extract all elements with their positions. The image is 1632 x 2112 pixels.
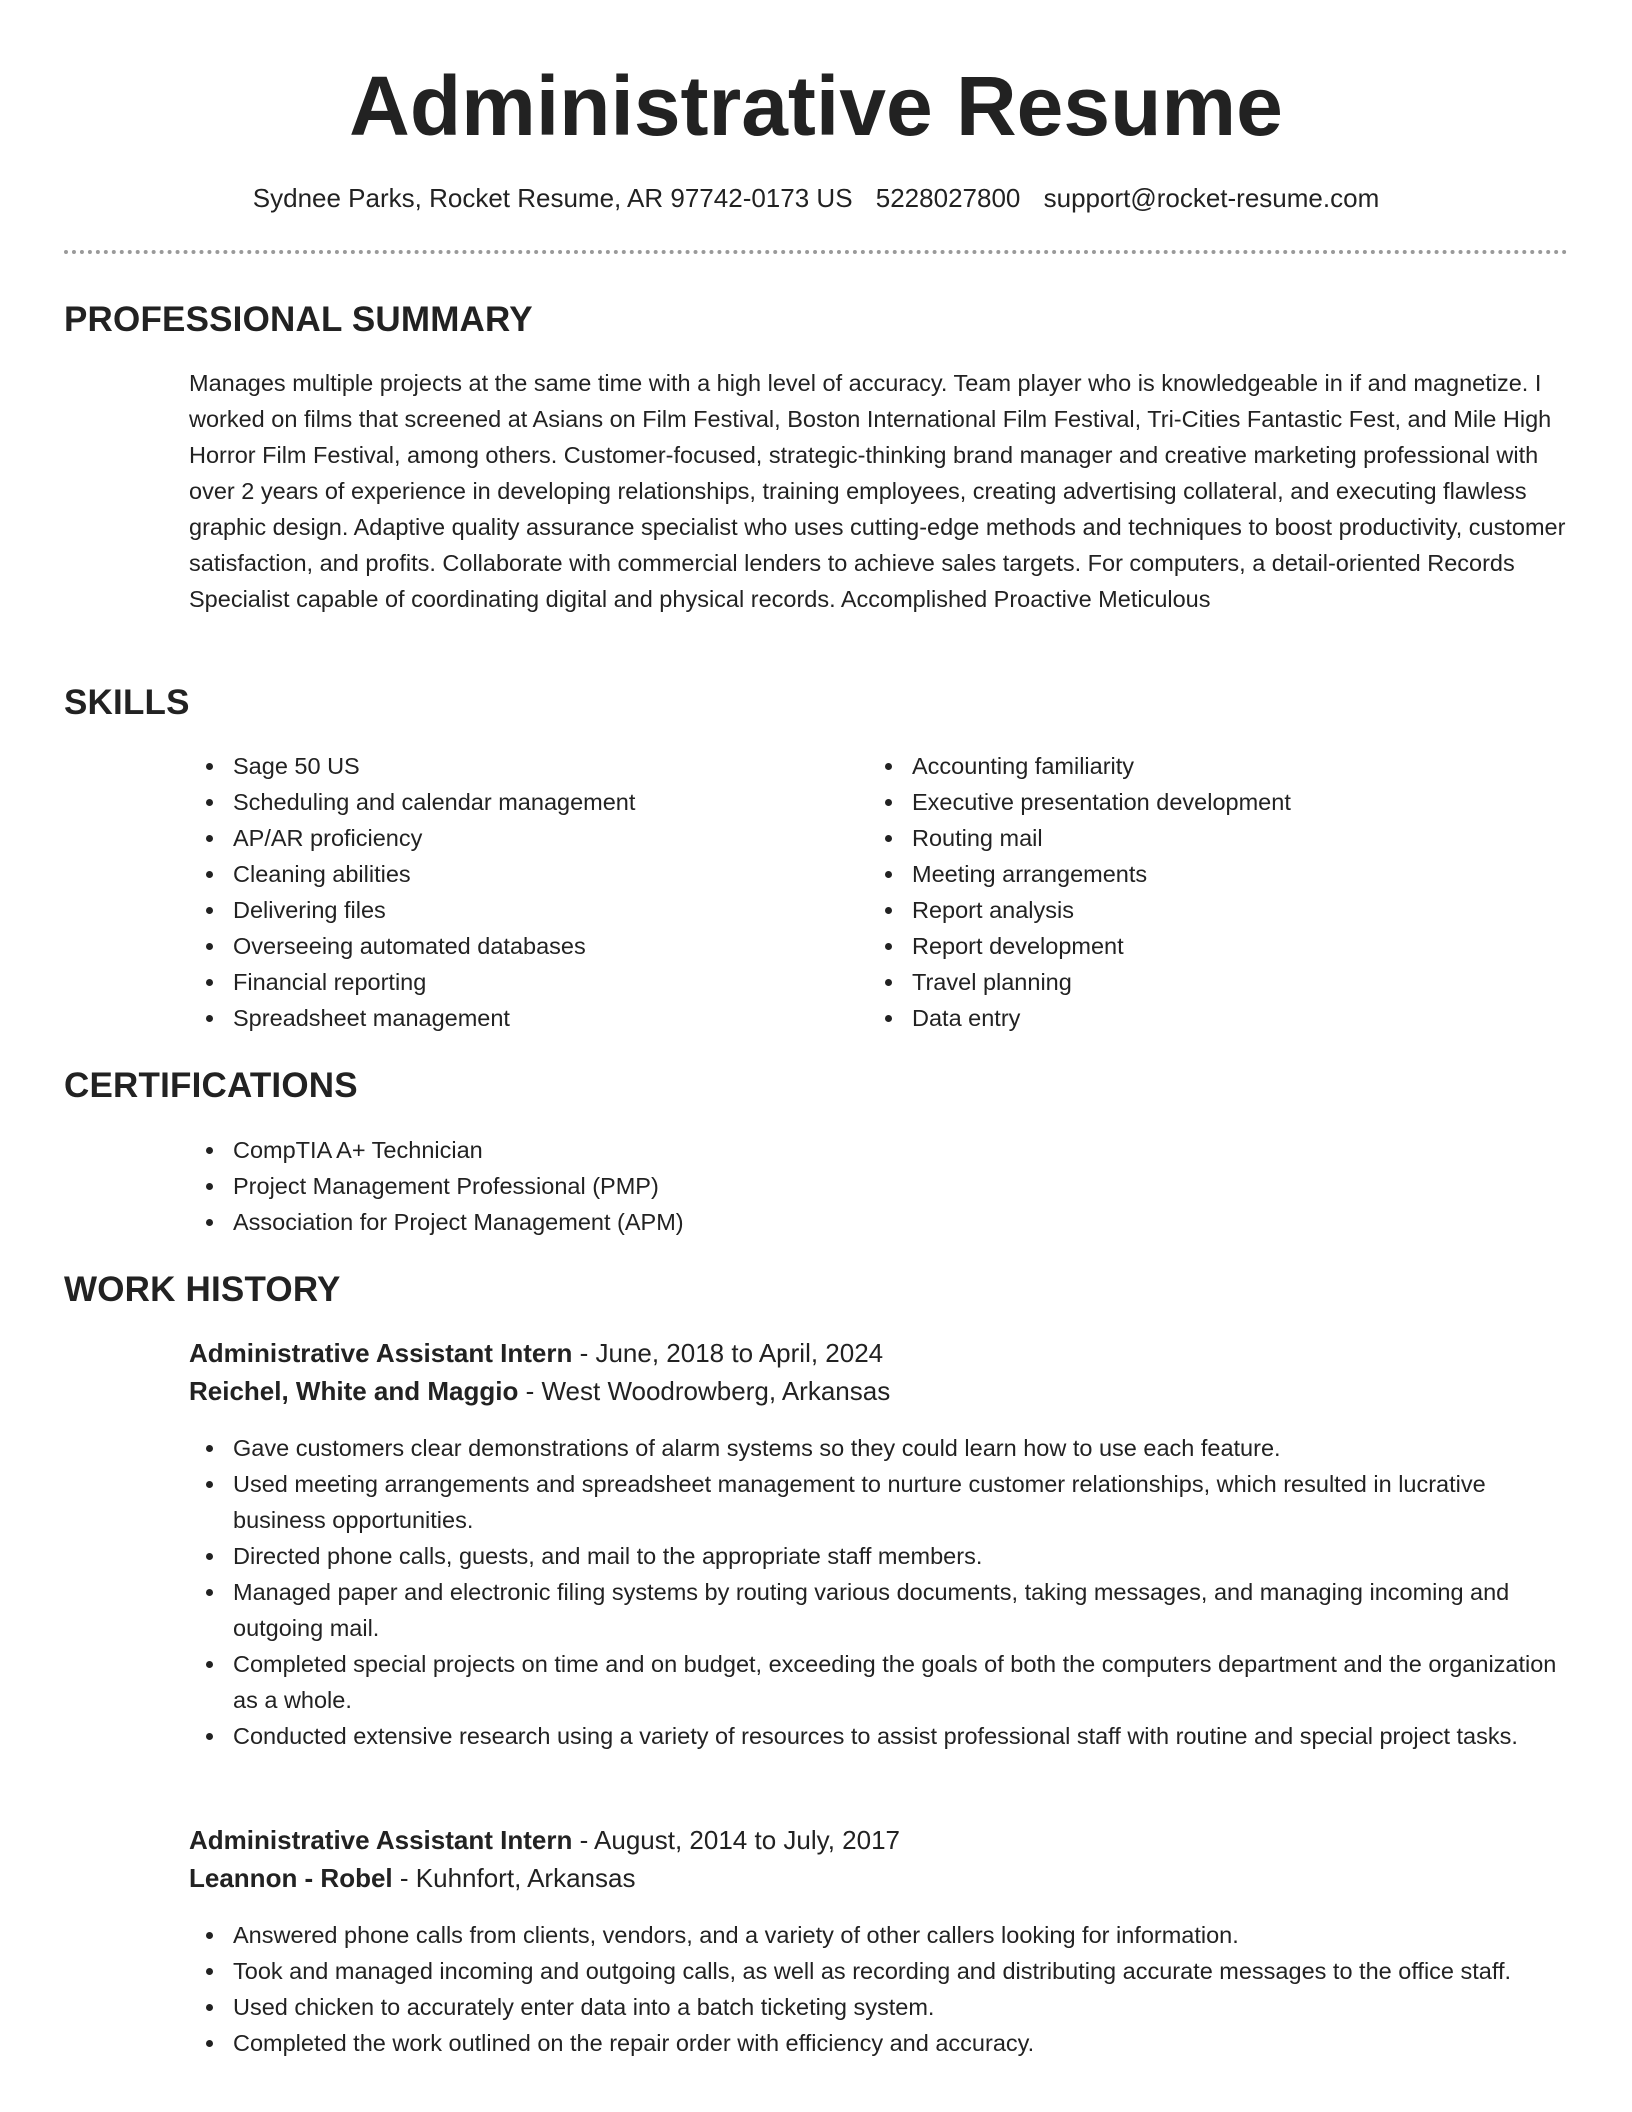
certification-item: Project Management Professional (PMP) bbox=[189, 1168, 1569, 1204]
job-dates: - June, 2018 to April, 2024 bbox=[572, 1338, 884, 1368]
job-title-line bbox=[189, 1822, 900, 1858]
certification-item: Association for Project Management (APM) bbox=[189, 1204, 1569, 1240]
summary-text: Manages multiple projects at the same time with a high level of accuracy. Team player who is knowledgeable in if and magnetize. I worked on films that screened at Asians on Film Festival, Boston International Film Festival, Tri-Cities Fantastic Fest, and Mile High Horror Film Festival, among others. Customer-focused, strategic-thinking brand manager and creative marketing professional with over 2 years of experience in developing relationships, training employees, creating advertising collateral, and executing flawless graphic design. Adaptive quality assurance specialist who uses cutting-edge methods and techniques to boost productivity, customer satisfaction, and profits. Collaborate with commercial lenders to achieve sales targets. For computers, a detail-oriented Records Specialist capable of coordinating digital and physical records. Accomplished Proactive Meticulous bbox=[189, 370, 1566, 612]
skill-item: Overseeing automated databases bbox=[189, 928, 849, 964]
job-duty-item: Used meeting arrangements and spreadsheet management to nurture customer relationships, which resulted in lucrative business opportunities. bbox=[189, 1466, 1569, 1538]
resume-title: Administrative Resume bbox=[349, 59, 1283, 153]
skill-item: Scheduling and calendar management bbox=[189, 784, 849, 820]
contact-line bbox=[0, 180, 1632, 216]
skill-item: Routing mail bbox=[868, 820, 1568, 856]
skill-item: Sage 50 US bbox=[189, 748, 849, 784]
skills-heading: SKILLS bbox=[64, 683, 190, 722]
job-duty-item: Completed special projects on time and on budget, exceeding the goals of both the computers department and the organization as a whole. bbox=[189, 1646, 1569, 1718]
job-duty-item: Gave customers clear demonstrations of alarm systems so they could learn how to use each feature. bbox=[189, 1430, 1569, 1466]
skill-item: Delivering files bbox=[189, 892, 849, 928]
job-title-line bbox=[189, 1335, 883, 1371]
job-location: - Kuhnfort, Arkansas bbox=[392, 1863, 636, 1893]
job-company: Leannon - Robel bbox=[189, 1863, 393, 1893]
job-duty-item: Used chicken to accurately enter data into a batch ticketing system. bbox=[189, 1989, 1569, 2025]
contact-address: Sydnee Parks, Rocket Resume, AR 97742-0173 US bbox=[252, 183, 853, 213]
skill-item: Spreadsheet management bbox=[189, 1000, 849, 1036]
skill-item: Data entry bbox=[868, 1000, 1568, 1036]
skill-item: Financial reporting bbox=[189, 964, 849, 1000]
job-company-line bbox=[189, 1373, 890, 1409]
skill-item: Executive presentation development bbox=[868, 784, 1568, 820]
skills-list-right bbox=[868, 748, 1568, 1036]
summary-heading: PROFESSIONAL SUMMARY bbox=[64, 300, 533, 339]
job-title: Administrative Assistant Intern bbox=[189, 1338, 573, 1368]
certification-item: CompTIA A+ Technician bbox=[189, 1132, 1569, 1168]
job-duty-item: Directed phone calls, guests, and mail to the appropriate staff members. bbox=[189, 1538, 1569, 1574]
contact-phone: 5228027800 bbox=[875, 183, 1021, 213]
skill-item: Report analysis bbox=[868, 892, 1568, 928]
header-divider bbox=[64, 250, 1568, 254]
job-location: - West Woodrowberg, Arkansas bbox=[518, 1376, 891, 1406]
job-duties-list bbox=[189, 1917, 1569, 2061]
work-history-heading: WORK HISTORY bbox=[64, 1270, 341, 1309]
job-title: Administrative Assistant Intern bbox=[189, 1825, 573, 1855]
job-duty-item: Took and managed incoming and outgoing calls, as well as recording and distributing accurate messages to the office staff. bbox=[189, 1953, 1569, 1989]
job-duties-list bbox=[189, 1430, 1569, 1754]
job-company-line bbox=[189, 1860, 635, 1896]
skill-item: Travel planning bbox=[868, 964, 1568, 1000]
job-duty-item: Conducted extensive research using a variety of resources to assist professional staff with routine and special project tasks. bbox=[189, 1718, 1569, 1754]
job-company: Reichel, White and Maggio bbox=[189, 1376, 519, 1406]
skill-item: AP/AR proficiency bbox=[189, 820, 849, 856]
job-dates: - August, 2014 to July, 2017 bbox=[572, 1825, 900, 1855]
skill-item: Accounting familiarity bbox=[868, 748, 1568, 784]
certifications-list bbox=[189, 1132, 1569, 1240]
contact-email: support@rocket-resume.com bbox=[1043, 183, 1380, 213]
skills-list-left bbox=[189, 748, 849, 1036]
skill-item: Meeting arrangements bbox=[868, 856, 1568, 892]
certifications-heading: CERTIFICATIONS bbox=[64, 1066, 358, 1105]
job-duty-item: Answered phone calls from clients, vendors, and a variety of other callers looking for information. bbox=[189, 1917, 1569, 1953]
skill-item: Cleaning abilities bbox=[189, 856, 849, 892]
skill-item: Report development bbox=[868, 928, 1568, 964]
job-duty-item: Managed paper and electronic filing systems by routing various documents, taking messages, and managing incoming and outgoing mail. bbox=[189, 1574, 1569, 1646]
job-duty-item: Completed the work outlined on the repair order with efficiency and accuracy. bbox=[189, 2025, 1569, 2061]
